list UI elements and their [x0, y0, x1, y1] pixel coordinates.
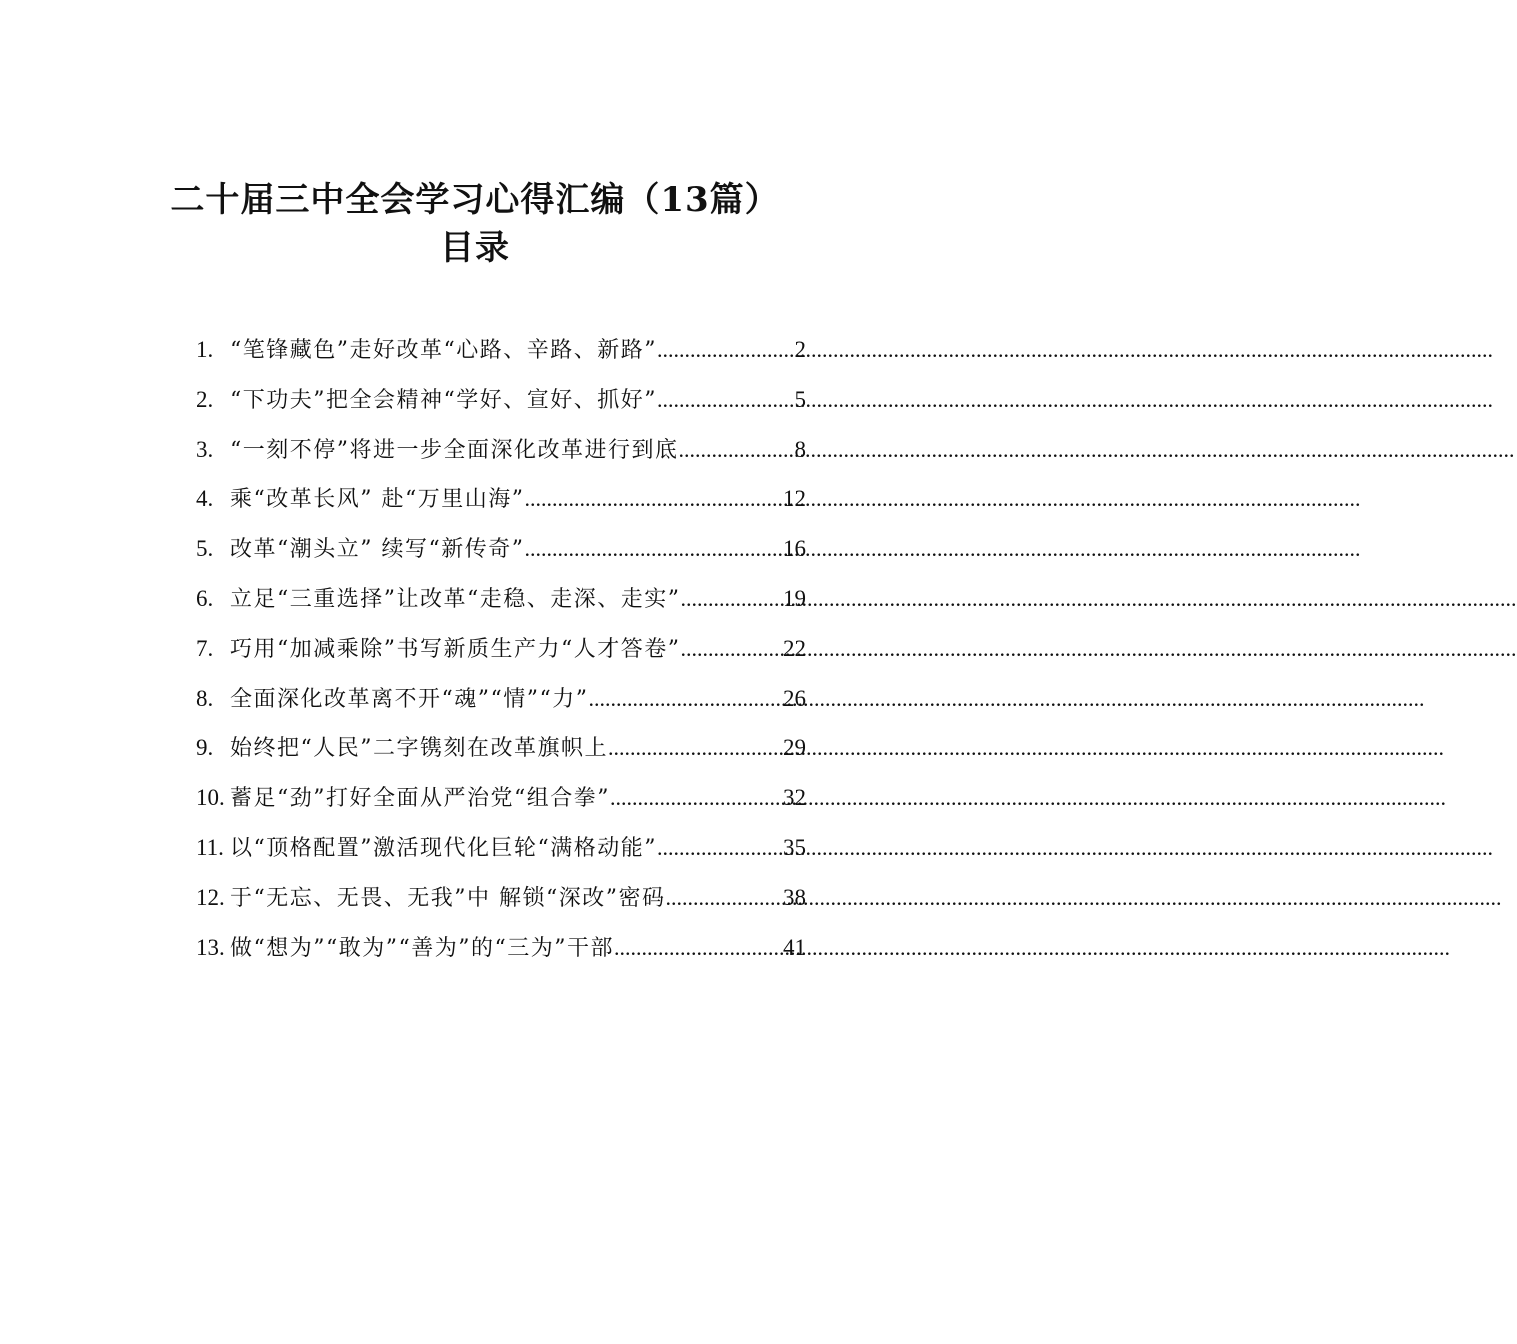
toc-entry-8[interactable]	[196, 679, 806, 729]
toc-entry-13[interactable]	[196, 928, 806, 978]
toc-page-number: 29	[783, 735, 806, 761]
toc-page-number: 8	[794, 436, 806, 462]
toc-entry-3[interactable]	[196, 430, 806, 480]
toc-entry-4[interactable]	[196, 479, 806, 529]
toc-page-number: 35	[783, 834, 806, 860]
toc-page-number: 26	[783, 685, 806, 711]
toc-title: 改革“潮头立” 续写“新传奇”	[230, 537, 525, 563]
toc-dot-leader	[681, 629, 784, 669]
toc-title: 做“想为”“敢为”“善为”的“三为”干部	[230, 935, 614, 961]
toc-title: “笔锋藏色”走好改革“心路、辛路、新路”	[230, 338, 657, 363]
toc-number: 5.	[196, 536, 214, 562]
toc-page-number: 22	[783, 635, 806, 661]
toc-dot-leader	[608, 728, 783, 768]
toc-entry-5[interactable]	[196, 529, 806, 579]
toc-number: 3.	[196, 436, 214, 462]
toc-dot-leader	[524, 479, 783, 519]
toc-title: “下功夫”把全会精神“学好、宣好、抓好”	[230, 387, 657, 413]
toc-number: 12.	[196, 884, 225, 910]
toc-dot-leader	[657, 828, 783, 868]
toc-number: 8.	[196, 685, 214, 711]
toc-dot-leader	[610, 778, 783, 818]
toc-title: 于“无忘、无畏、无我”中 解锁“深改”密码	[230, 885, 666, 911]
toc-entry-12[interactable]	[196, 878, 806, 928]
toc-page-number: 38	[783, 884, 806, 910]
toc-heading: 目录	[440, 228, 510, 268]
toc-title: 巧用“加减乘除”书写新质生产力“人才答卷”	[230, 636, 681, 662]
toc-page-number: 5	[794, 386, 806, 412]
toc-entry-7[interactable]	[196, 629, 806, 679]
toc-title: “一刻不停”将进一步全面深化改革进行到底	[230, 437, 679, 463]
toc-number: 4.	[196, 486, 214, 512]
toc-number: 13.	[196, 934, 225, 960]
toc-dot-leader	[614, 928, 783, 968]
toc-title: 全面深化改革离不开“魂”“情”“力”	[230, 686, 589, 712]
toc-page-number: 16	[783, 536, 806, 562]
toc-number: 9.	[196, 735, 214, 761]
toc-number: 11.	[196, 834, 224, 860]
toc-page-number: 12	[783, 486, 806, 512]
toc-dot-leader	[679, 430, 795, 470]
toc-entry-11[interactable]	[196, 828, 806, 878]
toc-entry-1[interactable]	[196, 330, 806, 380]
toc-title: 以“顶格配置”激活现代化巨轮“满格动能”	[230, 835, 657, 861]
toc-dot-leader	[657, 330, 795, 370]
toc-number: 7.	[196, 635, 214, 661]
document-title: 二十届三中全会学习心得汇编（13篇）	[170, 180, 780, 220]
toc-title: 始终把“人民”二字镌刻在改革旗帜上	[230, 736, 608, 762]
toc-page-number: 32	[783, 785, 806, 811]
toc-title: 立足“三重选择”让改革“走稳、走深、走实”	[230, 586, 681, 612]
toc-entry-10[interactable]	[196, 778, 806, 828]
toc-title: 蓄足“劲”打好全面从严治党“组合拳”	[230, 786, 610, 812]
toc-entry-9[interactable]	[196, 728, 806, 778]
table-of-contents	[196, 330, 806, 977]
toc-dot-leader	[588, 679, 783, 719]
toc-entry-2[interactable]	[196, 380, 806, 430]
toc-number: 10.	[196, 785, 225, 811]
toc-dot-leader	[681, 579, 784, 619]
toc-entry-6[interactable]	[196, 579, 806, 629]
toc-number: 1.	[196, 337, 214, 362]
toc-dot-leader	[524, 529, 783, 569]
toc-page-number: 2	[794, 337, 806, 362]
toc-page-number: 19	[783, 585, 806, 611]
toc-title: 乘“改革长风” 赴“万里山海”	[230, 487, 525, 513]
toc-number: 6.	[196, 585, 214, 611]
toc-dot-leader	[665, 878, 783, 918]
toc-number: 2.	[196, 386, 214, 412]
toc-dot-leader	[657, 380, 795, 420]
toc-page-number: 41	[783, 934, 806, 960]
